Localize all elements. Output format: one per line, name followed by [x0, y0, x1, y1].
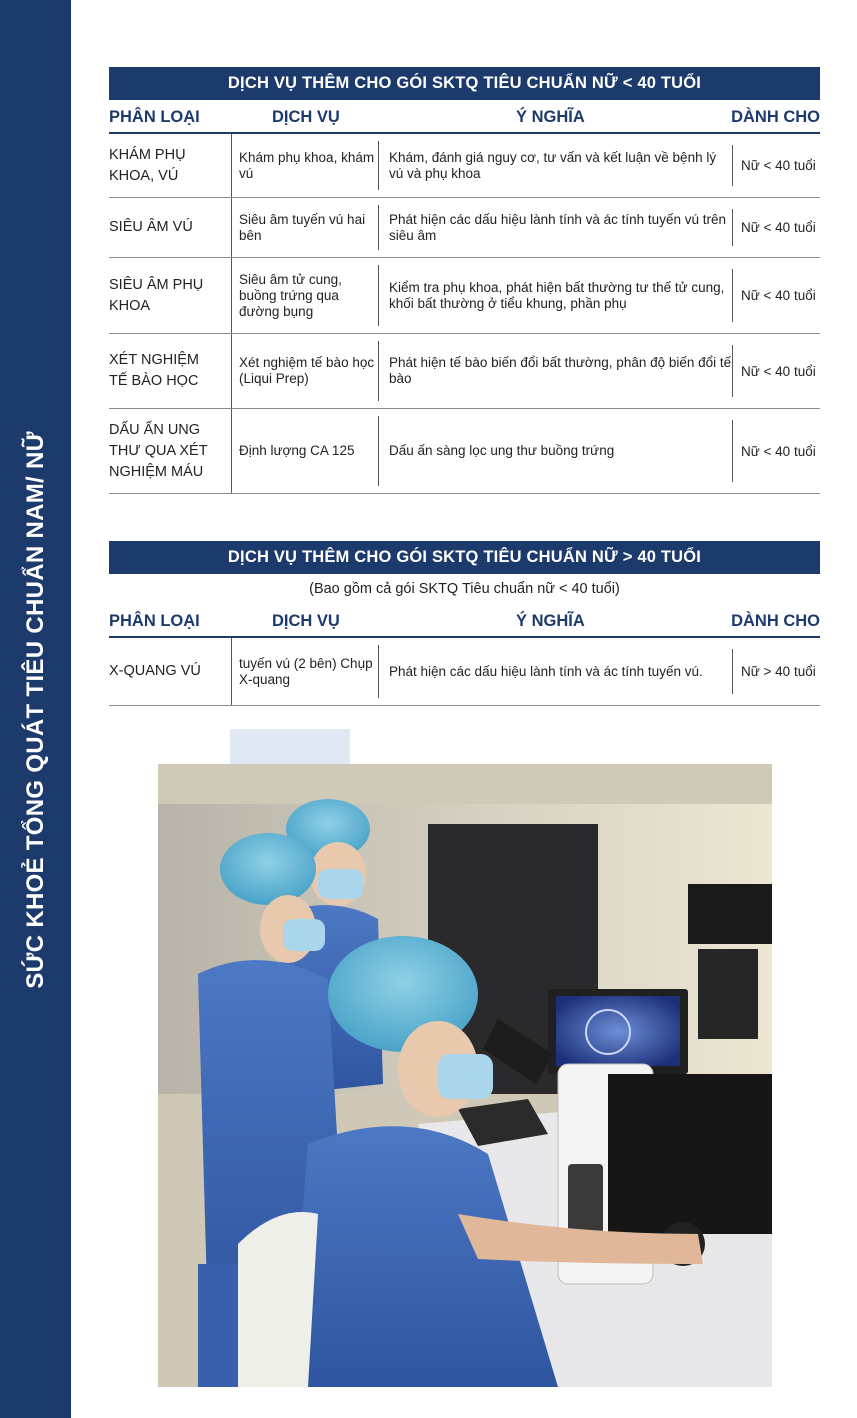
header-meaning: Ý NGHĨA — [516, 108, 585, 126]
row-meaning: Khám, đánh giá nguy cơ, tư vấn và kết luận về bệnh lý vú và phụ khoa — [378, 134, 733, 197]
table-header — [109, 100, 820, 134]
row-category: DẤU ẤN UNG THƯ QUA XÉT NGHIỆM MÁU — [109, 421, 208, 480]
header-category: PHÂN LOẠI — [109, 108, 200, 126]
section-title: DỊCH VỤ THÊM CHO GÓI SKTQ TIÊU CHUẨN NỮ > 40 TUỔI — [109, 541, 820, 574]
table-row — [109, 409, 820, 494]
row-for: Nữ < 40 tuổi — [732, 334, 820, 408]
row-meaning: Phát hiện các dấu hiệu lành tính và ác tính tuyến vú. — [378, 638, 733, 705]
decorative-accent — [230, 729, 350, 769]
row-service: Siêu âm tuyến vú hai bên — [231, 198, 379, 257]
row-service: tuyến vú (2 bên) Chụp X-quang — [231, 638, 379, 705]
row-for: Nữ < 40 tuổi — [732, 134, 820, 197]
row-category: XÉT NGHIỆM TẾ BÀO HỌC — [109, 352, 199, 389]
row-category: X-QUANG VÚ — [109, 663, 201, 679]
row-for: Nữ < 40 tuổi — [732, 198, 820, 257]
row-for: Nữ > 40 tuổi — [732, 638, 820, 705]
table-header — [109, 604, 820, 638]
row-category: KHÁM PHỤ KHOA, VÚ — [109, 146, 186, 184]
section-over-40 — [109, 541, 820, 706]
section-title: DỊCH VỤ THÊM CHO GÓI SKTQ TIÊU CHUẨN NỮ < 40 TUỔI — [109, 67, 820, 100]
row-category: SIÊU ÂM VÚ — [109, 219, 193, 235]
row-service: Siêu âm tử cung, buồng trứng qua đường bụng — [231, 258, 379, 333]
sidebar — [0, 0, 71, 1418]
row-category: SIÊU ÂM PHỤ KHOA — [109, 276, 204, 314]
header-category: PHÂN LOẠI — [109, 612, 200, 630]
header-meaning: Ý NGHĨA — [516, 612, 585, 630]
row-meaning: Phát hiện tế bào biến đổi bất thường, phân độ biến đổi tế bào — [378, 334, 733, 408]
table-row — [109, 258, 820, 334]
row-for: Nữ < 40 tuổi — [732, 258, 820, 333]
row-service: Khám phụ khoa, khám vú — [231, 134, 379, 197]
row-for: Nữ < 40 tuổi — [732, 409, 820, 493]
row-meaning: Phát hiện các dấu hiệu lành tính và ác tính tuyến vú trên siêu âm — [378, 198, 733, 257]
header-service: DỊCH VỤ — [272, 108, 340, 126]
row-meaning: Kiểm tra phụ khoa, phát hiện bất thường tư thế tử cung, khối bất thường ở tiểu khung, phần phụ — [378, 258, 733, 333]
lab-photo-illustration — [158, 764, 772, 1387]
header-service: DỊCH VỤ — [272, 612, 340, 630]
row-meaning: Dấu ấn sàng lọc ung thư buồng trứng — [378, 409, 733, 493]
table-row — [109, 334, 820, 409]
section-under-40 — [109, 67, 820, 494]
header-for: DÀNH CHO — [731, 612, 820, 630]
sidebar-title: SỨC KHOẺ TỔNG QUÁT TIÊU CHUẨN NAM/ NỮ — [22, 431, 49, 989]
table-row — [109, 638, 820, 706]
row-service: Định lượng CA 125 — [231, 409, 379, 493]
table-row — [109, 198, 820, 258]
header-for: DÀNH CHO — [731, 108, 820, 126]
row-service: Xét nghiệm tế bào học (Liqui Prep) — [231, 334, 379, 408]
section-note: (Bao gồm cả gói SKTQ Tiêu chuẩn nữ < 40 tuổi) — [309, 581, 620, 597]
lab-photo — [158, 764, 772, 1387]
table-row — [109, 134, 820, 198]
